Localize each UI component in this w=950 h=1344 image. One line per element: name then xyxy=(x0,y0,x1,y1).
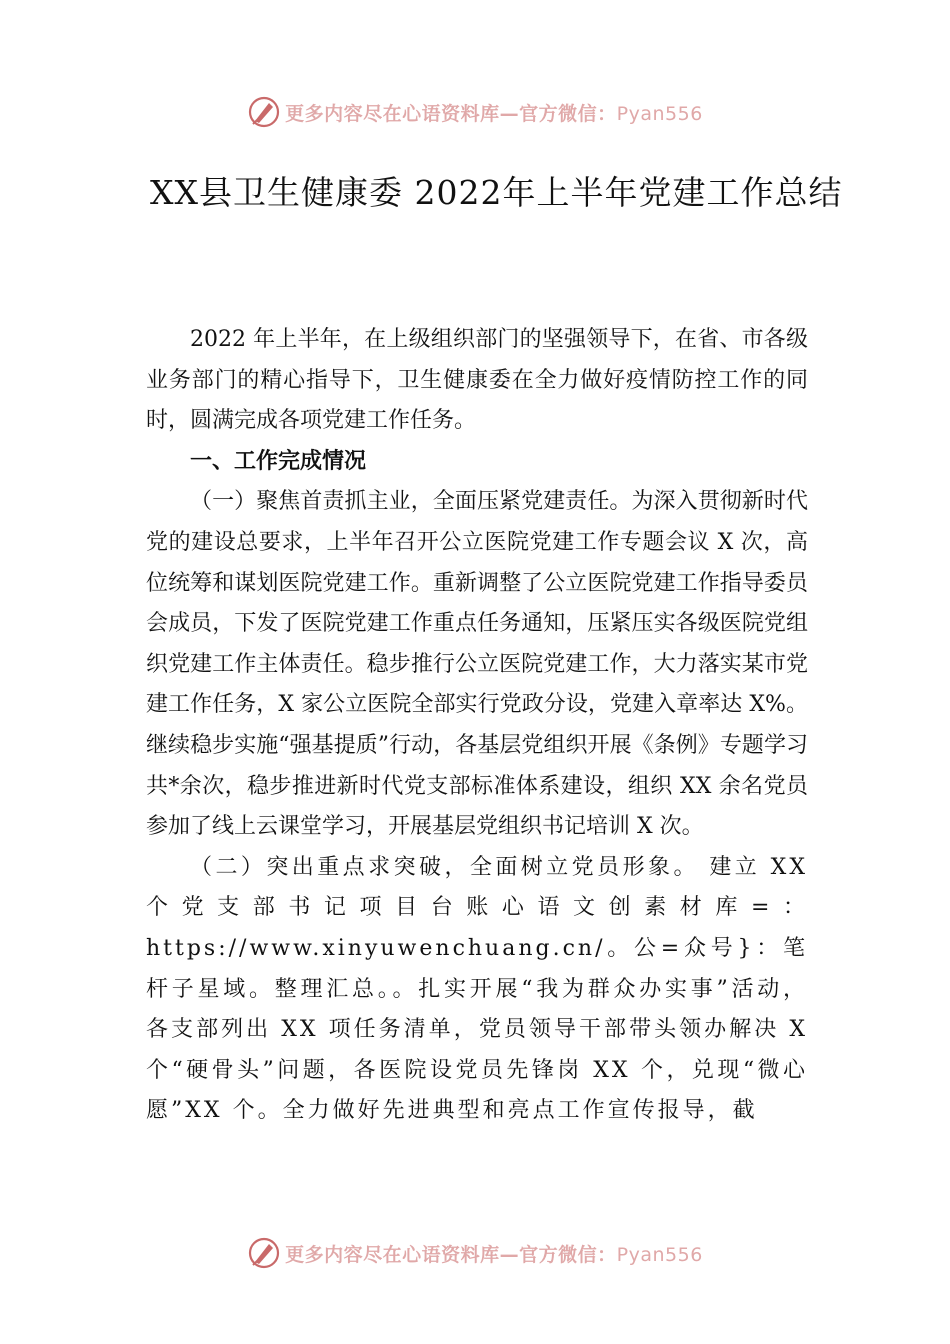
watermark-text xyxy=(285,1240,703,1267)
paragraph-item-1: （一）聚焦首责抓主业，全面压紧党建责任。为深入贯彻新时代党的建设总要求，上半年召开公立医院党建工作专题会议 X 次，高位统筹和谋划医院党建工作。重新调整了公立医院党建工作指导委员会成员，下发了医院党建工作重点任务通知，压紧压实各级医院党组织党建工作主体责任。稳步推行公立医院党建工作，大力落实某市党建工作任务，X 家公立医院全部实行党政分设，党建入章率达 X%。继续稳步实施“强基提质”行动，各基层党组织开展《条例》专题学习共*余次，稳步推进新时代党支部标准体系建设，组织 XX 余名党员参加了线上云课堂学习，开展基层党组织书记培训 X 次。 xyxy=(146,489,808,840)
watermark-wechat-id: Pyan556 xyxy=(616,102,703,125)
watermark-banner-top xyxy=(0,92,950,132)
watermark-wechat-id: Pyan556 xyxy=(616,1243,703,1266)
watermark-banner-bottom xyxy=(0,1233,950,1273)
watermark-text xyxy=(285,99,703,126)
section-heading-1: 一、工作完成情况 xyxy=(190,448,367,474)
paragraph-item-2: （二）突出重点求突破，全面树立党员形象。 建立 XX 个党支部书记项目台账心语文创素材库=：https://www.xinyuwenchuang.cn/。公=众号}：笔杆子星域。整理汇总。。扎实开展“我为群众办实事”活动， 各支部列出 XX 项任务清单，党员领导干部带头领办解决 X 个“硬骨头”问题，各医院设党员先锋岗 XX 个，兑现“微心愿”XX 个。全力做好先进典型和亮点工作宣传报导，截 xyxy=(146,854,808,1124)
watermark-prefix: 更多内容尽在心语资料库—官方微信： xyxy=(285,1243,617,1266)
watermark-prefix: 更多内容尽在心语资料库—官方微信： xyxy=(285,102,617,125)
pen-nib-icon xyxy=(247,1236,281,1270)
paragraph-intro: 2022 年上半年，在上级组织部门的坚强领导下，在省、市各级业务部门的精心指导下，卫生健康委在全力做好疫情防控工作的同时，圆满完成各项党建工作任务。 xyxy=(146,327,808,434)
document-body xyxy=(146,320,808,1132)
document-title: XX县卫生健康委 2022年上半年党建工作总结 xyxy=(150,173,843,212)
pen-nib-icon xyxy=(247,95,281,129)
